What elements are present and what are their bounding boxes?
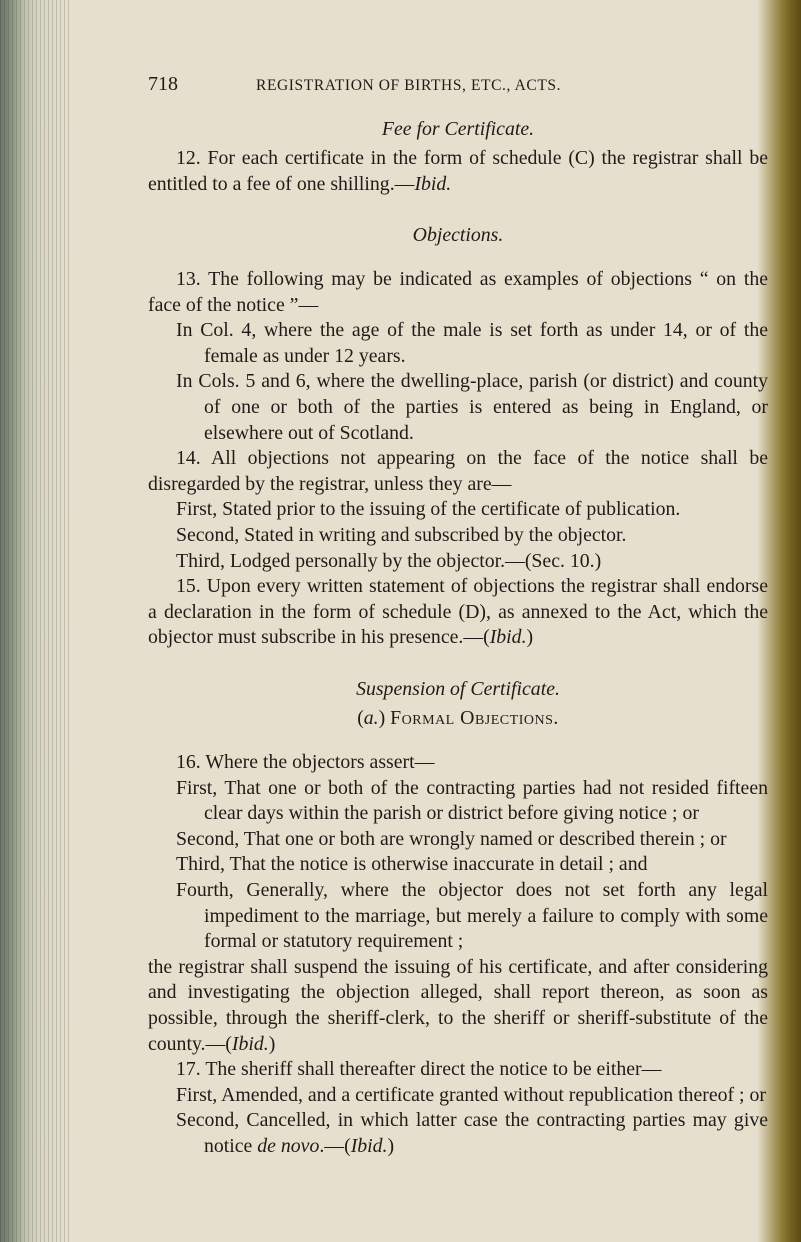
paragraph-16-a: First, That one or both of the contracting parties had not resided fifteen clear days within the parish or district before giving notice ; or: [176, 776, 768, 825]
paragraph-13: 13. The following may be indicated as examples of objections “ on the face of the notice ”—: [148, 267, 768, 316]
paragraph-14: 14. All objections not appearing on the face of the notice shall be disregarded by the registrar, unless they are—: [148, 447, 768, 495]
paragraph-12: 12. For each certificate in the form of schedule (C) the registrar shall be entitled to a fee of one shilling.—Ibid.: [148, 147, 768, 195]
heading-fee: Fee for Certificate.: [381, 117, 535, 140]
paragraph-16-d: Fourth, Generally, where the objector does not set forth any legal impediment to the marriage, but merely a failure to comply with some formal or statutory requirement ;: [176, 879, 768, 953]
paragraph-14-c: Third, Lodged personally by the objector.—(Sec. 10.): [176, 549, 602, 572]
paragraph-16-tail: the registrar shall suspend the issuing of his certificate, and after considering and investigating the objection alleged, shall report thereon, as soon as possible, through the sheriff-clerk, to the sheriff or sheriff-substitute of the county.—(Ibid.): [148, 955, 768, 1055]
running-head: [148, 72, 768, 99]
paragraph-16-b: Second, That one or both are wrongly named or described therein ; or: [176, 827, 727, 850]
paragraph-14-b: Second, Stated in writing and subscribed by the objector.: [176, 523, 627, 546]
paragraph-17-b: Second, Cancelled, in which latter case the contracting parties may give notice de novo.—(Ibid.): [176, 1109, 768, 1157]
heading-objections: Objections.: [412, 224, 504, 247]
paragraph-16: 16. Where the objectors assert—: [176, 751, 435, 774]
running-title: REGISTRATION OF BIRTHS, ETC., ACTS.: [256, 77, 562, 94]
paragraph-13-b: In Cols. 5 and 6, where the dwelling-place, parish (or district) and county of one or both of the parties is entered as being in England, or elsewhere out of Scotland.: [176, 370, 768, 444]
heading-suspension: Suspension of Certificate.: [356, 677, 560, 700]
page-number: 718: [148, 73, 178, 95]
paragraph-15: 15. Upon every written statement of objections the registrar shall endorse a declaration in the form of schedule (D), as annexed to the Act, which the objector must subscribe in his presence.—(Ibid.): [148, 575, 768, 649]
book-binding-texture: [0, 0, 72, 1242]
paragraph-16-c: Third, That the notice is otherwise inaccurate in detail ; and: [176, 853, 648, 876]
paragraph-14-a: First, Stated prior to the issuing of the certificate of publication.: [176, 498, 681, 521]
paragraph-17: 17. The sheriff shall thereafter direct the notice to be either—: [176, 1058, 662, 1081]
subheading-formal-objections: (a.) Formal Objections.: [357, 707, 559, 730]
book-page: [148, 72, 768, 1160]
paragraph-17-a: First, Amended, and a certificate granted without republication thereof ; or: [176, 1083, 766, 1106]
paragraph-13-a: In Col. 4, where the age of the male is set forth as under 14, or of the female as under 12 years.: [176, 319, 768, 367]
